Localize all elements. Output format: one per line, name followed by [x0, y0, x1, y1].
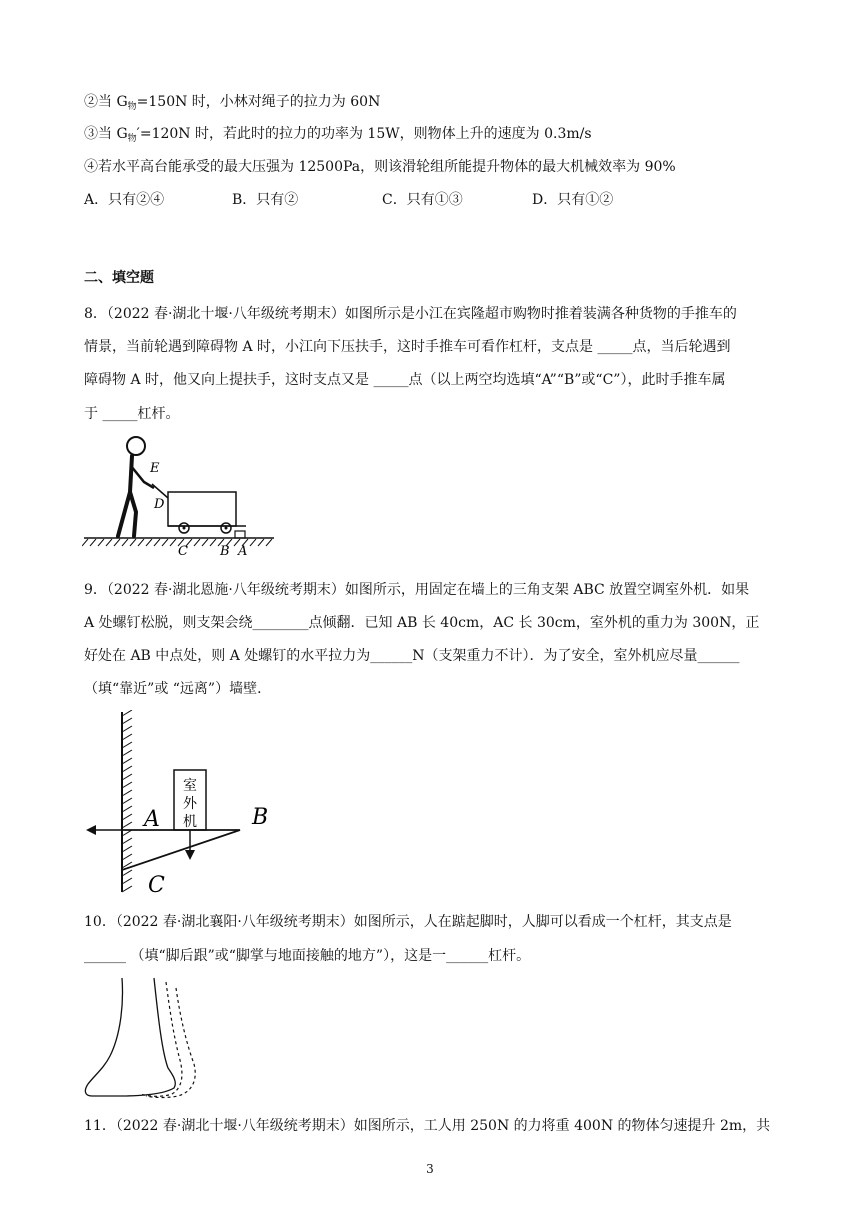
option-a[interactable]: A．只有②④	[84, 192, 165, 208]
q8-line-3: 障碍物 A 时，他又向上提扶手，这时支点又是 _____点（以上两空均选填“A”“B”或“C”），此时手推车属	[84, 372, 726, 388]
q9-line-3: 好处在 AB 中点处，则 A 处螺钉的水平拉力为______N（支架重力不计）．为了安全，室外机应尽量______	[84, 648, 740, 664]
q9-line-1: 9．（2022 春·湖北恩施·八年级统考期末）如图所示，用固定在墙上的三角支架 ABC 放置空调室外机．如果	[84, 582, 750, 598]
label-e: E	[150, 461, 160, 476]
box-char-1: 室	[183, 778, 197, 794]
bracket-figure	[82, 710, 282, 896]
q9-line-4: （填“靠近”或 “远离”）墙壁．	[84, 681, 272, 697]
label-c: C	[178, 544, 188, 556]
option-d[interactable]: D．只有①②	[532, 192, 614, 208]
q10-line-2: ______ （填“脚后跟”或“脚掌与地面接触的地方”），这是一______杠杆。	[84, 948, 531, 964]
box-char-2: 外	[183, 796, 197, 812]
statement-4: ④若水平高台能承受的最大压强为 12500Pa，则该滑轮组所能提升物体的最大机械效率为 90%	[84, 159, 676, 175]
q11-line-1: 11．（2022 春·湖北十堰·八年级统考期末）如图所示，工人用 250N 的力将重 400N 的物体匀速提升 2m，共	[84, 1118, 771, 1134]
label-b: B	[252, 805, 269, 830]
option-c[interactable]: C．只有①③	[382, 192, 463, 208]
q9-line-2: A 处螺钉松脱，则支架会绕________点倾翻．已知 AB 长 40cm，AC 长 30cm，室外机的重力为 300N，正	[84, 615, 760, 631]
option-b[interactable]: B．只有②	[232, 192, 299, 208]
label-a: A	[144, 807, 160, 832]
label-a: A	[238, 544, 248, 556]
cart-figure	[82, 436, 278, 556]
label-b: B	[220, 544, 230, 556]
foot-figure	[82, 976, 222, 1102]
page-number: 3	[426, 1162, 434, 1176]
q8-line-4: 于 _____杠杆。	[84, 406, 180, 422]
q10-line-1: 10．（2022 春·湖北襄阳·八年级统考期末）如图所示，人在踮起脚时，人脚可以看成一个杠杆，其支点是	[84, 914, 732, 930]
q8-line-1: 8．（2022 春·湖北十堰·八年级统考期末）如图所示是小江在宾隆超市购物时推着装满各种货物的手推车的	[84, 306, 737, 322]
section-title: 二、填空题	[84, 270, 154, 286]
statement-2: ②当 $G_物=150N$ 时，小林对绳子的拉力为 60N	[84, 94, 381, 112]
box-char-3: 机	[183, 814, 197, 830]
label-d: D	[154, 497, 165, 512]
statement-3: ③当 $G_物'=120N$ 时，若此时的拉力的功率为 15W，则物体上升的速度为 0.3m/s	[84, 126, 592, 144]
q8-line-2: 情景，当前轮遇到障碍物 A 时，小江向下压扶手，这时手推车可看作杠杆，支点是 _____点，当后轮遇到	[84, 339, 731, 355]
label-c: C	[148, 873, 165, 896]
